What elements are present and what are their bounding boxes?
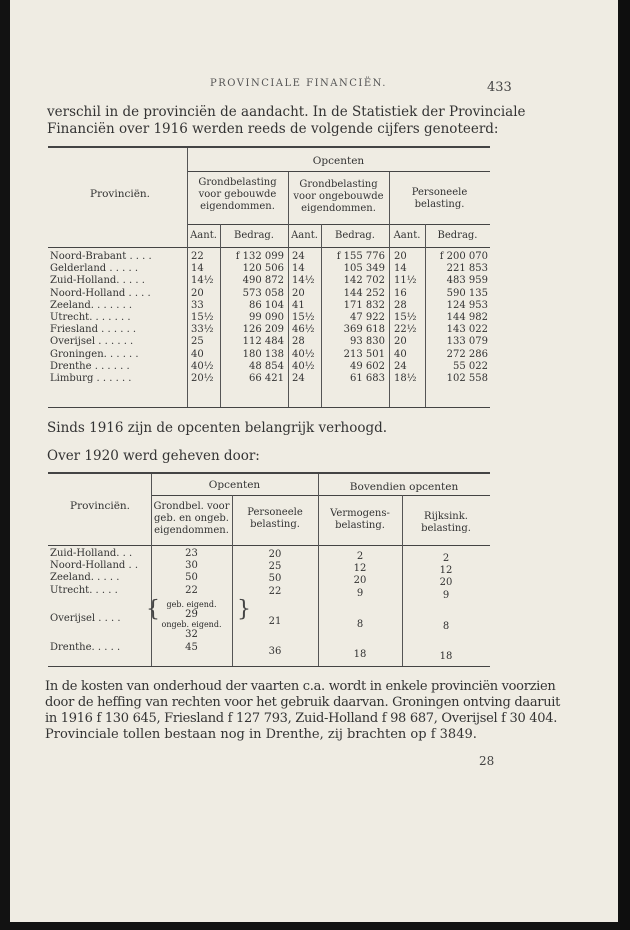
table-cell: Noord-Holland . . xyxy=(50,560,139,572)
table-cell: 144 252 xyxy=(343,287,385,299)
table1-col-provinces xyxy=(50,251,152,385)
table1-col-bedrag-gebouwd xyxy=(222,251,284,385)
table-cell: 20 xyxy=(439,577,453,589)
sinds-text: Sinds 1916 zijn de opcenten belangrijk verhoogd. xyxy=(47,420,388,436)
overijsel-ongeb-value: 32 xyxy=(185,629,198,640)
table-cell: 112 484 xyxy=(242,336,284,348)
table1-vline xyxy=(425,224,426,407)
table-cell: 28 xyxy=(394,299,407,311)
table-cell: 40 xyxy=(394,348,407,360)
table-cell: 120 506 xyxy=(242,263,284,275)
overijsel-geb-value: 29 xyxy=(185,609,198,620)
table-cell: 12 xyxy=(439,565,453,577)
table-cell: 490 872 xyxy=(242,275,284,287)
table-cell: Friesland . . . . . . xyxy=(50,324,137,336)
table-cell: 48 854 xyxy=(249,360,284,372)
table1-bedrag-header: Bedrag. xyxy=(234,230,274,241)
table-cell: 126 209 xyxy=(242,324,284,336)
table-cell: 40½ xyxy=(292,348,315,360)
table1-bottom-rule xyxy=(48,407,490,408)
header-line: Grondbelasting xyxy=(198,177,277,188)
table-cell: 86 104 xyxy=(249,299,284,311)
table-cell: 20 xyxy=(394,336,407,348)
table-cell: Gelderland . . . . . xyxy=(50,263,138,275)
header-line: eigendommen. xyxy=(154,525,229,536)
table-cell: 15½ xyxy=(394,311,417,323)
table-cell: 14 xyxy=(292,263,305,275)
footer-signature: 28 xyxy=(479,754,495,768)
table-cell: 30 xyxy=(185,560,198,572)
table2-overijsel-vermogens: 8 xyxy=(356,619,364,630)
table2-provincien-header: Provinciën. xyxy=(70,500,131,512)
table-cell: 49 602 xyxy=(350,360,385,372)
header-line: geb. en ongeb. xyxy=(154,513,229,524)
table2-drenthe-vermogens: 18 xyxy=(353,649,367,660)
table1-header-rule xyxy=(48,247,490,248)
table1-col-bedrag-personeel xyxy=(428,251,488,385)
table2-group-rule xyxy=(151,495,490,496)
closing-line-3: in 1916 f 130 645, Friesland f 127 793, Zuid-Holland f 98 687, Overijsel f 30 404. xyxy=(45,711,558,726)
table2-col-grond xyxy=(151,548,232,597)
table-cell: 14 xyxy=(191,263,204,275)
table1-top-rule xyxy=(48,146,490,148)
table-cell: 40½ xyxy=(191,360,214,372)
table1-col-aant-gebouwd xyxy=(191,251,213,385)
table1-group-rule xyxy=(187,224,490,225)
table2-opcenten-header: Opcenten xyxy=(208,479,261,491)
table-cell: f 155 776 xyxy=(336,251,385,262)
table-cell: 24 xyxy=(292,372,305,384)
header-line: Personeele xyxy=(247,507,303,518)
right-brace-icon: } xyxy=(237,597,251,622)
table-cell: 24 xyxy=(292,251,305,262)
left-brace-icon: { xyxy=(146,597,160,622)
table-cell: 40 xyxy=(191,348,204,360)
table-cell: 124 953 xyxy=(446,299,488,311)
table-cell: 369 618 xyxy=(343,324,385,336)
intro-line-1: verschil in de provinciën de aandacht. In de Statistiek der Provinciale xyxy=(47,104,526,120)
header-line: Rijksink. xyxy=(424,511,468,522)
table-cell: Zuid-Holland. . . . . xyxy=(50,275,145,287)
overijsel-ongeb-label: ongeb. eigend. xyxy=(161,620,222,629)
table1-aant-header: Aant. xyxy=(190,230,217,241)
table1-provincien-header: Provinciën. xyxy=(90,188,151,200)
table-cell: 20 xyxy=(394,251,407,262)
table2-drenthe-personeel: 36 xyxy=(268,646,282,657)
table-cell: 171 832 xyxy=(343,299,385,311)
header-line: belasting. xyxy=(250,519,300,530)
table-cell: 14½ xyxy=(191,275,214,287)
table-cell: 221 853 xyxy=(446,263,488,275)
table-cell: 213 501 xyxy=(343,348,385,360)
table2-overijsel-rijksink: 8 xyxy=(442,621,450,632)
table2-drenthe-rijksink: 18 xyxy=(439,651,453,662)
header-line: belasting. xyxy=(335,520,385,531)
table1-col-bedrag-ongebouwd xyxy=(323,251,385,385)
table-cell: 14 xyxy=(394,263,407,275)
table-cell: 15½ xyxy=(191,311,214,323)
table-cell: 9 xyxy=(356,587,364,599)
table-cell: 25 xyxy=(268,561,282,573)
table-cell: 22 xyxy=(191,251,204,262)
header-line: voor gebouwde xyxy=(198,189,277,200)
table1-group-gebouwd xyxy=(187,177,288,213)
table-cell: 180 138 xyxy=(242,348,284,360)
table-cell: 18½ xyxy=(394,372,417,384)
table-cell: 133 079 xyxy=(446,336,488,348)
table-cell: 28 xyxy=(292,336,305,348)
table-cell: Zeeland. . . . . . . xyxy=(50,299,133,311)
table1-col-aant-ongebouwd xyxy=(292,251,314,385)
table-cell: 99 090 xyxy=(249,311,284,323)
table1-aant-header: Aant. xyxy=(291,230,318,241)
table-cell: 22½ xyxy=(394,324,417,336)
table-cell: Zuid-Holland. . . xyxy=(50,548,133,559)
header-line: eigendommen. xyxy=(301,203,376,214)
table-cell: Utrecht. . . . . . . xyxy=(50,311,131,323)
table-cell: 46½ xyxy=(292,324,315,336)
table1-opcenten-header: Opcenten xyxy=(312,155,365,167)
book-page xyxy=(10,0,618,922)
table-cell: 143 022 xyxy=(446,324,488,336)
table2-col-personeel xyxy=(232,549,318,598)
header-line: belasting. xyxy=(421,523,471,534)
table2-col-rijksink-header xyxy=(402,511,490,535)
table-cell: 22 xyxy=(268,585,282,597)
table-cell: 142 702 xyxy=(343,275,385,287)
table-cell: 25 xyxy=(191,336,204,348)
closing-line-1: In de kosten van onderhoud der vaarten c.a. wordt in enkele provinciën voorzien xyxy=(45,679,556,694)
header-line: belasting. xyxy=(414,199,465,210)
table-cell: 2 xyxy=(356,551,364,562)
table-cell: 12 xyxy=(353,563,367,575)
table-cell: 272 286 xyxy=(446,348,488,360)
table1-bedrag-header: Bedrag. xyxy=(335,230,375,241)
table2-overijsel-name: Overijsel . . . . xyxy=(50,613,121,624)
closing-line-2: door de heffing van rechten voor het gebruik daarvan. Groningen ontving daaruit xyxy=(45,695,561,710)
table-cell: 50 xyxy=(268,573,282,585)
table-cell: 144 982 xyxy=(446,311,488,323)
header-line: Grondbel. voor xyxy=(153,501,230,512)
table-cell: 33½ xyxy=(191,324,214,336)
table2-col-provinces xyxy=(50,548,138,597)
table-cell: 483 959 xyxy=(446,275,488,287)
header-line: Personeele xyxy=(411,187,468,198)
table1-col-aant-personeel xyxy=(394,251,416,385)
table-cell: 50 xyxy=(185,572,198,584)
table2-bovendien-header: Bovendien opcenten xyxy=(349,481,459,493)
table1-vline xyxy=(321,224,322,407)
table-cell: 41 xyxy=(292,299,305,311)
running-header: PROVINCIALE FINANCIËN. xyxy=(210,78,387,89)
table2-overijsel-grond xyxy=(151,600,232,640)
page-number: 433 xyxy=(487,80,512,95)
header-line: eigendommen. xyxy=(200,201,275,212)
table-cell: 20½ xyxy=(191,372,214,384)
overijsel-geb-label: geb. eigend. xyxy=(166,600,217,609)
table-cell: 22 xyxy=(185,584,198,596)
table-cell: 93 830 xyxy=(350,336,385,348)
intro-line-2: Financiën over 1916 werden reeds de volgende cijfers genoteerd: xyxy=(47,121,499,137)
table-cell: 105 349 xyxy=(343,263,385,275)
table-cell: Drenthe . . . . . . xyxy=(50,360,130,372)
table-cell: 9 xyxy=(442,589,450,601)
table1-bedrag-header: Bedrag. xyxy=(437,230,478,241)
over-text: Over 1920 werd geheven door: xyxy=(47,448,260,464)
table-cell: 11½ xyxy=(394,275,417,287)
table2-col-rijksink xyxy=(402,553,490,602)
table1-aant-header: Aant. xyxy=(393,230,421,241)
table1-opcenten-rule xyxy=(187,171,490,172)
table2-drenthe-name: Drenthe. . . . . xyxy=(50,642,121,653)
table-cell: Zeeland. . . . . xyxy=(50,572,120,584)
table-cell: 24 xyxy=(394,360,407,372)
table-cell: 33 xyxy=(191,299,204,311)
table-cell: Utrecht. . . . . xyxy=(50,584,118,596)
table-cell: Groningen. . . . . . xyxy=(50,348,139,360)
table2-drenthe-grond: 45 xyxy=(185,642,198,653)
table1-vline xyxy=(220,224,221,407)
table-cell: Limburg . . . . . . xyxy=(50,372,132,384)
table-cell: 2 xyxy=(442,553,450,564)
table2-col-personeel-header xyxy=(232,507,318,531)
table-cell: 66 421 xyxy=(249,372,284,384)
table-cell: 20 xyxy=(268,549,282,560)
table-cell: 47 922 xyxy=(350,311,385,323)
table2-header-rule xyxy=(48,545,490,546)
table2-overijsel-personeel: 21 xyxy=(268,616,282,627)
table-cell: Noord-Brabant . . . . xyxy=(50,251,152,262)
table-cell: Overijsel . . . . . . xyxy=(50,336,134,348)
table-cell: 14½ xyxy=(292,275,315,287)
table2-col-vermogens-header xyxy=(318,508,402,532)
table2-bottom-rule xyxy=(48,666,490,667)
table-cell: 15½ xyxy=(292,311,315,323)
table-cell: 16 xyxy=(394,287,407,299)
header-line: voor ongebouwde xyxy=(293,191,384,202)
table1-group-personeel xyxy=(389,187,490,211)
table-cell: Noord-Holland . . . . xyxy=(50,287,151,299)
table2-top-rule xyxy=(48,472,490,474)
table-cell: 55 022 xyxy=(453,360,488,372)
page-edge xyxy=(620,0,630,930)
table-cell: 20 xyxy=(353,575,367,587)
table-cell: f 200 070 xyxy=(439,251,488,262)
table2-col-vermogens xyxy=(318,551,402,600)
table-cell: 61 683 xyxy=(350,372,385,384)
table-cell: 573 058 xyxy=(242,287,284,299)
table-cell: 40½ xyxy=(292,360,315,372)
header-line: Grondbelasting xyxy=(299,179,378,190)
table2-col-grond-header xyxy=(151,501,232,537)
table-cell: 20 xyxy=(191,287,204,299)
table-cell: 23 xyxy=(185,548,198,559)
table-cell: 20 xyxy=(292,287,305,299)
closing-line-4: Provinciale tollen bestaan nog in Drenthe, zij brachten op f 3849. xyxy=(45,727,477,742)
header-line: Vermogens- xyxy=(330,508,390,519)
table1-group-ongebouwd xyxy=(288,179,389,215)
table-cell: f 132 099 xyxy=(235,251,284,262)
table-cell: 590 135 xyxy=(446,287,488,299)
table-cell: 102 558 xyxy=(446,372,488,384)
